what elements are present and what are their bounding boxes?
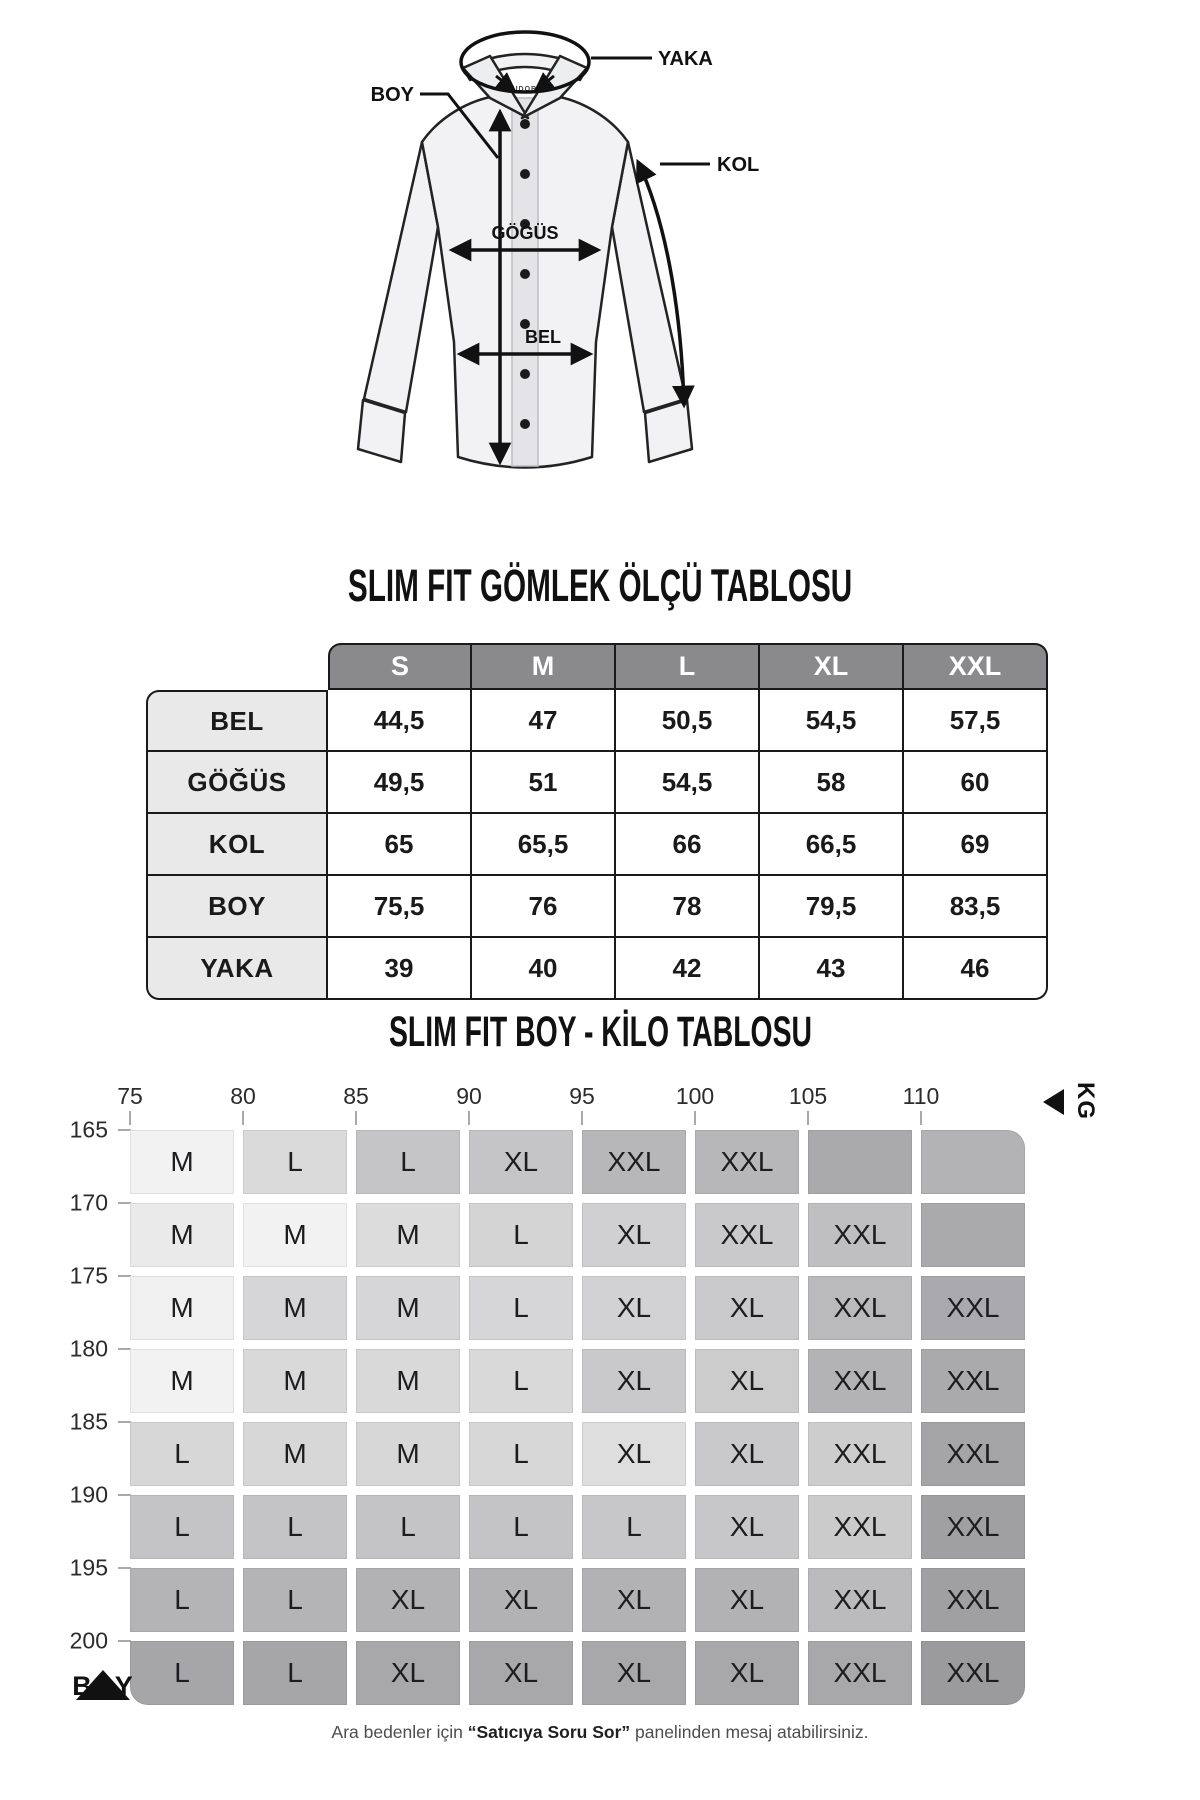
cell-kol-xl: 66,5 — [760, 814, 904, 876]
cell-gogus-m: 51 — [472, 752, 616, 814]
cell-boy-m: 76 — [472, 876, 616, 938]
heat-cell: XL — [695, 1568, 799, 1632]
heat-cell: XL — [356, 1641, 460, 1705]
heat-cell: M — [356, 1349, 460, 1413]
footer-note — [0, 1722, 1200, 1743]
boy-tick-170: 170 — [69, 1189, 108, 1216]
cell-bel-xxl: 57,5 — [904, 690, 1048, 752]
cell-yaka-xxl: 46 — [904, 938, 1048, 1000]
kg-tick-110: 110 — [902, 1083, 940, 1109]
heat-cell — [921, 1130, 1025, 1194]
col-header-xl: XL — [760, 643, 904, 690]
kg-tick-105: 105 — [788, 1083, 828, 1109]
kg-tick-75: 75 — [117, 1083, 143, 1109]
row-header-yaka: YAKA — [146, 938, 328, 1000]
heat-cell: L — [356, 1495, 460, 1559]
cell-gogus-xl: 58 — [760, 752, 904, 814]
heat-cell: L — [582, 1495, 686, 1559]
boy-tick-175: 175 — [69, 1262, 108, 1289]
table-corner-spacer — [146, 643, 328, 690]
heat-cell: M — [243, 1422, 347, 1486]
heat-cell: XXL — [808, 1568, 912, 1632]
heat-cell: XL — [582, 1203, 686, 1267]
heat-cell: L — [469, 1276, 573, 1340]
cell-boy-s: 75,5 — [328, 876, 472, 938]
heat-cell — [808, 1130, 912, 1194]
col-header-s: S — [328, 643, 472, 690]
kg-tick-95: 95 — [569, 1083, 595, 1109]
heat-cell: XXL — [808, 1422, 912, 1486]
cell-yaka-l: 42 — [616, 938, 760, 1000]
cell-boy-xxl: 83,5 — [904, 876, 1048, 938]
cell-yaka-xl: 43 — [760, 938, 904, 1000]
kg-tickmark — [694, 1111, 696, 1125]
size-table-title: SLIM FIT GÖMLEK ÖLÇÜ TABLOSU — [347, 560, 853, 611]
heat-cell: M — [243, 1276, 347, 1340]
boy-axis-label: BOY — [58, 1653, 148, 1702]
kg-tick-90: 90 — [456, 1083, 482, 1109]
gogus-label: GÖĞÜS — [491, 223, 559, 243]
cell-gogus-l: 54,5 — [616, 752, 760, 814]
kol-label: KOL — [717, 154, 760, 176]
col-header-m: M — [472, 643, 616, 690]
boy-tick-195: 195 — [69, 1554, 108, 1581]
heat-cell: L — [243, 1568, 347, 1632]
cell-yaka-s: 39 — [328, 938, 472, 1000]
heat-cell: XXL — [921, 1568, 1025, 1632]
heat-cell: XL — [695, 1495, 799, 1559]
heat-cell: L — [243, 1641, 347, 1705]
kg-arrow-icon — [1043, 1089, 1064, 1115]
shirt-placket — [512, 98, 538, 466]
kg-tickmark — [355, 1111, 357, 1125]
heat-cell: XXL — [921, 1495, 1025, 1559]
footer-note-post: panelinden mesaj atabilirsiniz. — [630, 1722, 869, 1742]
cell-bel-xl: 54,5 — [760, 690, 904, 752]
heat-cell: XL — [695, 1276, 799, 1340]
col-header-xxl: XXL — [904, 643, 1048, 690]
heat-cell: M — [243, 1349, 347, 1413]
heat-cell: XL — [582, 1568, 686, 1632]
row-header-kol: KOL — [146, 814, 328, 876]
heat-cell: L — [469, 1495, 573, 1559]
heat-cell: XL — [582, 1422, 686, 1486]
heat-cell: L — [130, 1568, 234, 1632]
cell-bel-s: 44,5 — [328, 690, 472, 752]
heat-cell: L — [469, 1349, 573, 1413]
heat-cell: XXL — [808, 1641, 912, 1705]
heat-cell: XL — [582, 1349, 686, 1413]
heat-cell: XL — [695, 1641, 799, 1705]
heat-cell: L — [130, 1641, 234, 1705]
bel-label: BEL — [525, 327, 561, 347]
boy-tick-180: 180 — [69, 1335, 108, 1362]
heat-cell: L — [469, 1203, 573, 1267]
heat-cell: XXL — [921, 1422, 1025, 1486]
boy-label: BOY — [370, 84, 414, 106]
col-header-l: L — [616, 643, 760, 690]
footer-note-pre: Ara bedenler için — [331, 1722, 468, 1742]
heat-cell: XL — [582, 1641, 686, 1705]
heat-cell: M — [356, 1276, 460, 1340]
size-heatmap-grid — [130, 1130, 1025, 1705]
kg-tick-100: 100 — [675, 1083, 715, 1109]
height-weight-chart — [0, 1075, 1200, 1755]
heat-cell: XXL — [582, 1130, 686, 1194]
kg-tick-85: 85 — [343, 1083, 369, 1109]
heat-cell: L — [243, 1495, 347, 1559]
heat-cell: M — [356, 1203, 460, 1267]
cell-yaka-m: 40 — [472, 938, 616, 1000]
heat-cell: XL — [469, 1568, 573, 1632]
shirt-measurement-diagram — [300, 12, 800, 498]
cell-bel-m: 47 — [472, 690, 616, 752]
cell-gogus-xxl: 60 — [904, 752, 1048, 814]
cell-boy-l: 78 — [616, 876, 760, 938]
heat-cell: XXL — [808, 1276, 912, 1340]
cell-kol-l: 66 — [616, 814, 760, 876]
row-header-bel: BEL — [146, 690, 328, 752]
heat-cell: M — [356, 1422, 460, 1486]
heat-cell: L — [130, 1422, 234, 1486]
kg-tickmark — [129, 1111, 131, 1125]
footer-note-bold: “Satıcıya Soru Sor” — [467, 1722, 631, 1742]
heat-cell: XL — [582, 1276, 686, 1340]
kg-tickmark — [468, 1111, 470, 1125]
kg-tickmark — [807, 1111, 809, 1125]
heat-cell: XL — [469, 1130, 573, 1194]
heat-cell: XXL — [921, 1276, 1025, 1340]
heat-cell: XXL — [921, 1349, 1025, 1413]
kg-axis-label: KG — [1043, 1087, 1102, 1115]
heat-cell: XL — [469, 1641, 573, 1705]
cell-bel-l: 50,5 — [616, 690, 760, 752]
row-header-boy: BOY — [146, 876, 328, 938]
cell-boy-xl: 79,5 — [760, 876, 904, 938]
cell-gogus-s: 49,5 — [328, 752, 472, 814]
kg-tick-80: 80 — [230, 1083, 256, 1109]
heat-cell: XXL — [921, 1641, 1025, 1705]
heat-cell: XXL — [808, 1495, 912, 1559]
heat-cell: L — [469, 1422, 573, 1486]
heat-cell: XL — [356, 1568, 460, 1632]
heat-cell: XXL — [808, 1349, 912, 1413]
kg-tickmark — [920, 1111, 922, 1125]
yaka-label: YAKA — [658, 48, 713, 70]
heat-cell: M — [130, 1276, 234, 1340]
heat-cell: M — [130, 1130, 234, 1194]
boy-tick-200: 200 — [69, 1627, 108, 1654]
heat-cell: M — [130, 1349, 234, 1413]
kg-tickmark — [581, 1111, 583, 1125]
heat-cell: XXL — [695, 1130, 799, 1194]
heat-cell: XL — [695, 1349, 799, 1413]
boy-tick-185: 185 — [69, 1408, 108, 1435]
brand-label: TUDORS — [507, 86, 543, 93]
heat-cell: L — [130, 1495, 234, 1559]
cell-kol-s: 65 — [328, 814, 472, 876]
boy-tick-165: 165 — [69, 1116, 108, 1143]
cell-kol-xxl: 69 — [904, 814, 1048, 876]
heat-cell: XXL — [695, 1203, 799, 1267]
boy-tick-190: 190 — [69, 1481, 108, 1508]
heat-cell: M — [243, 1203, 347, 1267]
size-measurement-table — [146, 643, 1048, 1000]
heat-cell: L — [356, 1130, 460, 1194]
kg-tickmark — [242, 1111, 244, 1125]
heat-cell: M — [130, 1203, 234, 1267]
cell-kol-m: 65,5 — [472, 814, 616, 876]
fit-chart-title: SLIM FIT BOY - KİLO TABLOSU — [388, 1008, 812, 1056]
row-header-gogus: GÖĞÜS — [146, 752, 328, 814]
heat-cell: XL — [695, 1422, 799, 1486]
heat-cell: XXL — [808, 1203, 912, 1267]
heat-cell — [921, 1203, 1025, 1267]
heat-cell: L — [243, 1130, 347, 1194]
